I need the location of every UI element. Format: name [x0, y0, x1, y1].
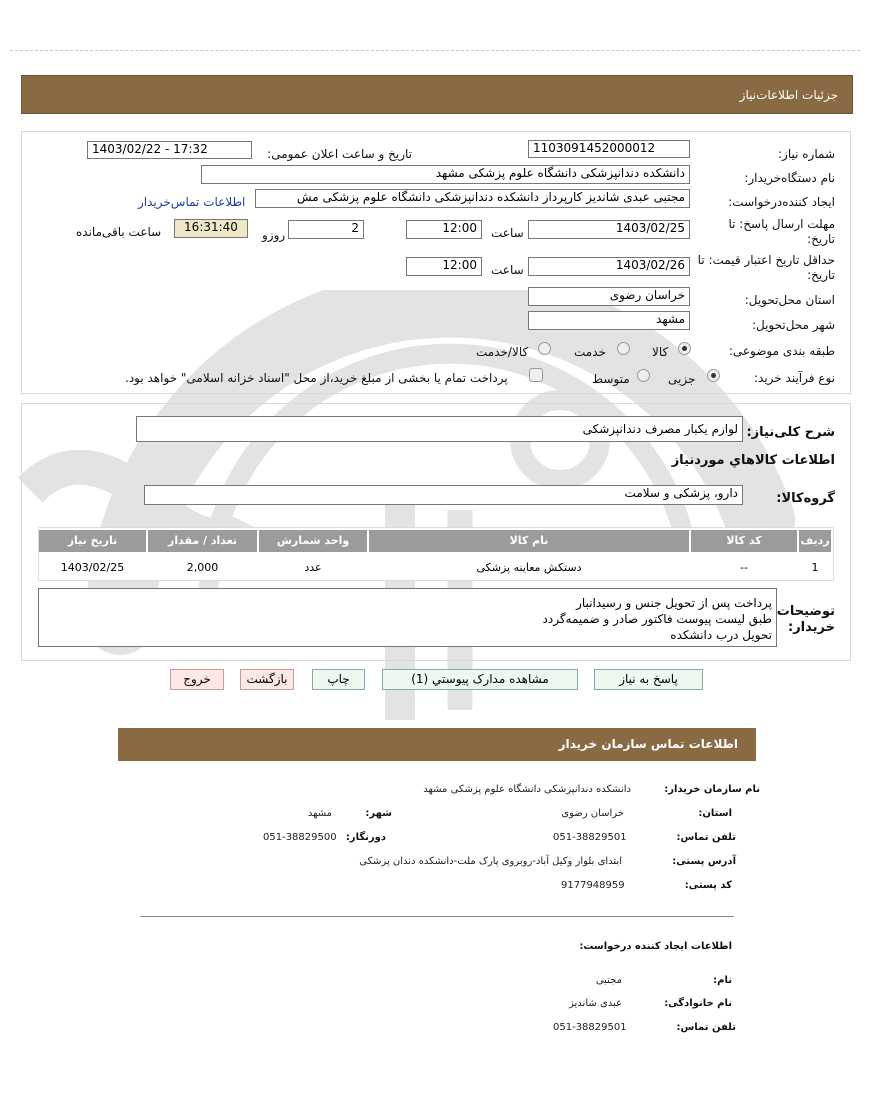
treasury-note: پرداخت تمام یا بخشی از مبلغ خرید،از محل "اسناد خزانه اسلامی" خواهد بود.: [125, 371, 508, 385]
deadline-time-label: ساعت: [491, 226, 524, 240]
announce-label: تاریخ و ساعت اعلان عمومی:: [267, 147, 412, 161]
org-phone-value: 051-38829501: [553, 832, 627, 843]
process-medium-radio[interactable]: [637, 369, 650, 382]
org-address-value: ابتدای بلوار وکیل آباد-روبروی پارک ملت-دانشکده دندان پزشکی: [359, 856, 622, 867]
org-contact-title: اطلاعات تماس سازمان خریدار: [558, 737, 738, 751]
reply-button[interactable]: پاسخ به نیاز: [594, 669, 703, 690]
top-divider: [10, 50, 860, 51]
buyer-field: دانشکده دندانپزشکی دانشگاه علوم پزشکی مشهد: [201, 165, 690, 184]
days-field: 2: [288, 220, 364, 239]
table-cell-code: --: [740, 561, 748, 574]
category-both-radio[interactable]: [538, 342, 551, 355]
validity-date-field: 1403/02/26: [528, 257, 690, 276]
province-field: خراسان رضوی: [528, 287, 690, 306]
creator-lname-label: نام خانوادگی:: [664, 998, 732, 1009]
category-service-radio[interactable]: [617, 342, 630, 355]
notes-label: توضیحات خریدار:: [776, 604, 835, 635]
notes-field: [38, 588, 777, 647]
creator-lname-value: عبدی شاندیز: [569, 998, 622, 1009]
org-province-value: خراسان رضوی: [561, 808, 624, 819]
org-fax-value: 051-38829500: [263, 832, 337, 843]
table-cell-date: 1403/02/25: [60, 561, 125, 574]
org-city-value: مشهد: [307, 808, 332, 819]
creator-fname-label: نام:: [713, 975, 732, 986]
treasury-checkbox[interactable]: [529, 368, 543, 382]
org-province-label: استان:: [698, 808, 732, 819]
org-fax-label: دورنگار:: [345, 832, 386, 843]
remaining-label: ساعت باقی‌مانده: [76, 225, 162, 239]
city-field: مشهد: [528, 311, 690, 330]
page-title: جزئیات اطلاعات‌نیاز: [739, 88, 838, 102]
goods-group-label: گروه‌کالا:: [776, 491, 835, 506]
process-minor-radio[interactable]: [707, 369, 720, 382]
items-table: [38, 527, 834, 581]
notes-line-2: طبق لیست پیوست فاکتور صادر و ضمیمه‌گردد: [542, 612, 772, 626]
process-medium-label: متوسط: [592, 372, 630, 386]
table-cell-row: 1: [811, 561, 819, 574]
category-goods-label: کالا: [652, 345, 669, 359]
category-goods-radio[interactable]: [678, 342, 691, 355]
back-button[interactable]: بازگشت: [240, 669, 294, 690]
creator-field: مجتبی عبدی شاندیز کارپرداز دانشکده دندانپزشکی دانشگاه علوم پزشکی مش: [255, 189, 690, 208]
validity-label: حداقل تاریخ اعتبار قیمت: تا تاریخ:: [697, 253, 835, 282]
buyer-label: نام دستگاه‌خریدار:: [744, 171, 835, 185]
contact-divider: [140, 916, 734, 917]
deadline-label: مهلت ارسال پاسخ: تا تاریخ:: [728, 217, 835, 246]
need-number-field: 1103091452000012: [528, 140, 690, 158]
print-button[interactable]: چاپ: [312, 669, 365, 690]
goods-group-field: دارو، پزشکی و سلامت: [144, 485, 743, 505]
org-city-label: شهر:: [365, 808, 392, 819]
org-postal-label: کد پستی:: [684, 880, 732, 891]
org-name-value: دانشکده دندانپزشکی دانشگاه علوم پزشکی مشهد: [423, 784, 631, 795]
creator-section-title: اطلاعات ایجاد کننده درخواست:: [579, 941, 732, 952]
summary-label: شرح کلی‌نیاز:: [746, 425, 835, 440]
col-header-qty: تعداد / مقدار: [148, 530, 257, 552]
col-header-code: کد کالا: [691, 530, 797, 552]
summary-field: لوازم یکبار مصرف دندانپزشکی: [136, 416, 743, 442]
need-number-label: شماره نیاز:: [778, 147, 835, 161]
org-name-label: نام سازمان خریدار:: [664, 784, 760, 795]
creator-phone-value: 051-38829501: [553, 1022, 627, 1033]
creator-phone-label: تلفن تماس:: [676, 1022, 736, 1033]
category-service-label: خدمت: [574, 345, 606, 359]
process-label: نوع فرآیند خرید:: [754, 371, 835, 385]
table-cell-qty: 2,000: [186, 561, 219, 574]
province-label: استان محل‌تحویل:: [744, 293, 835, 307]
days-label: روزو: [262, 228, 286, 242]
org-phone-label: تلفن تماس:: [676, 832, 736, 843]
col-header-row: ردیف: [799, 530, 831, 552]
creator-fname-value: مجتبی: [595, 975, 622, 986]
remaining-time-field: 16:31:40: [174, 219, 248, 238]
view-documents-button[interactable]: مشاهده مدارک پیوستي (1): [382, 669, 578, 690]
goods-section-title: اطلاعات کالاهاي موردنیاز: [671, 453, 835, 468]
creator-label: ایجاد کننده‌درخواست:: [728, 195, 835, 209]
table-cell-name: دستکش معاینه پزشکی: [476, 561, 582, 574]
process-minor-label: جزیی: [668, 372, 696, 386]
buyer-contact-link[interactable]: اطلاعات تماس‌خریدار: [138, 195, 246, 209]
category-label: طبقه بندی موضوعی:: [728, 344, 835, 358]
org-postal-value: 9177948959: [561, 880, 625, 891]
validity-time-label: ساعت: [491, 263, 524, 277]
col-header-name: نام کالا: [369, 530, 689, 552]
notes-line-1: پرداخت پس از تحویل جنس و رسیدانبار: [576, 596, 772, 610]
col-header-date: تاریخ نیاز: [39, 530, 146, 552]
deadline-date-field: 1403/02/25: [528, 220, 690, 239]
notes-line-3: تحویل درب دانشکده: [670, 628, 772, 642]
page-title-bar: [21, 75, 853, 114]
city-label: شهر محل‌تحویل:: [751, 318, 835, 332]
table-cell-unit: عدد: [304, 561, 322, 574]
category-both-label: کالا/خدمت: [476, 345, 529, 359]
col-header-unit: واحد شمارش: [259, 530, 367, 552]
announce-field: 1403/02/22 - 17:32: [87, 141, 252, 159]
validity-time-field: 12:00: [406, 257, 482, 276]
org-contact-bar: [118, 728, 756, 761]
deadline-time-field: 12:00: [406, 220, 482, 239]
exit-button[interactable]: خروج: [170, 669, 224, 690]
org-address-label: آدرس پستی:: [672, 856, 736, 867]
